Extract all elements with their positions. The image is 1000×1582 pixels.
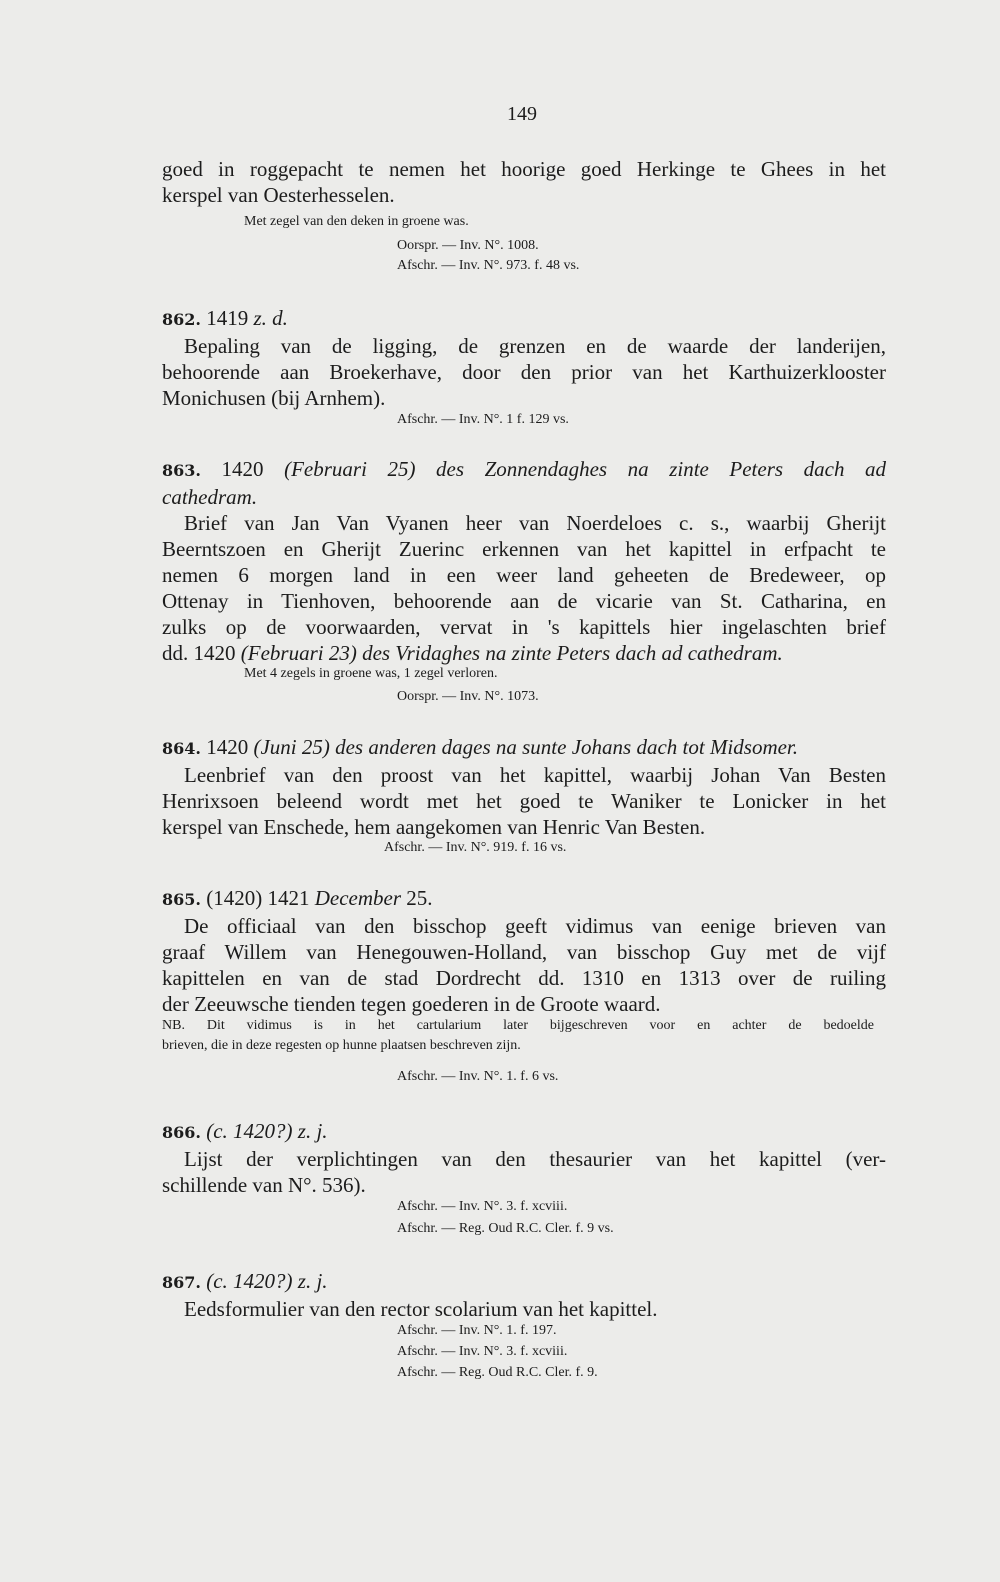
archive-ref: Oorspr. — Inv. N°. 1073. [397,689,539,704]
text-line: Monichusen (bij Arnhem). [162,386,386,410]
text-line: zulks op de voorwaarden, vervat in 's kapittels hier ingelaschten brief [162,615,886,639]
text-line: Lijst der verplichtingen van den thesaurier van het kapittel (ver- [184,1147,886,1171]
entry-date: 1419 [206,306,249,330]
archive-ref: Afschr. — Reg. Oud R.C. Cler. f. 9 vs. [397,1221,614,1236]
entry-number: 866. [162,1123,201,1142]
continuation-text [162,156,886,208]
archive-ref: Afschr. — Reg. Oud R.C. Cler. f. 9. [397,1365,598,1380]
nota-bene [162,1016,874,1056]
archive-ref: Afschr. — Inv. N°. 3. f. xcviii. [397,1344,568,1359]
archive-ref: Afschr. — Inv. N°. 1. f. 6 vs. [397,1069,559,1084]
text-line: Bepaling van de ligging, de grenzen en de waarde der landerijen, [184,334,886,358]
entry-date: 1420 [206,735,249,759]
entry-number: 863. [162,461,201,480]
text-line: dd. 1420 [162,641,236,665]
text-line: Eedsformulier van den rector scolarium van het kapittel. [184,1297,658,1321]
entry-date-qualifier: z. d. [253,306,288,330]
entry-date: (1420) 1421 [206,886,310,910]
entry-863 [162,456,886,666]
text-line: goed in roggepacht te nemen het hoorige goed Herkinge te Ghees in het [162,157,886,181]
entry-date-qualifier-cont: cathedram. [162,485,258,509]
nb-line: brieven, die in deze regesten op hunne plaatsen beschreven zijn. [162,1038,521,1053]
entry-date-qualifier: (Juni 25) des anderen dages na sunte Johans dach tot Midsomer. [253,735,799,759]
entry-date-qualifier: des Zonnendaghes na zinte Peters dach ad [436,457,886,481]
entry-864 [162,734,886,840]
entry-date-tail: 25. [406,886,433,910]
text-line: kapittelen en van de stad Dordrecht dd. 1310 en 1313 over de ruiling [162,966,886,990]
archive-ref: Afschr. — Inv. N°. 1. f. 197. [397,1323,557,1338]
text-line: graaf Willem van Henegouwen-Holland, van bisschop Guy met de vijf [162,940,886,964]
text-line: kerspel van Oesterhesselen. [162,183,395,207]
page-number: 149 [507,103,537,125]
text-line: Beerntszoen en Gherijt Zuerinc erkennen van het kapittel in erfpacht te [162,537,886,561]
entry-number: 864. [162,739,201,758]
seal-note: Met zegel van den deken in groene was. [244,214,469,229]
entry-866 [162,1118,886,1198]
entry-date: 1420 [221,457,264,481]
entry-number: 865. [162,890,201,909]
archive-ref: Oorspr. — Inv. N°. 1008. [397,238,539,253]
text-line: der Zeeuwsche tienden tegen goederen in de Groote waard. [162,992,661,1016]
text-line-italic: (Februari 23) des Vridaghes na zinte Peters dach ad cathedram. [240,641,783,665]
text-line: nemen 6 morgen land in een weer land geheeten de Bredeweer, op [162,563,886,587]
archive-ref: Afschr. — Inv. N°. 3. f. xcviii. [397,1199,568,1214]
text-line: Brief van Jan Van Vyanen heer van Noerdeloes c. s., waarbij Gherijt [184,511,886,535]
text-line: De officiaal van den bisschop geeft vidimus van eenige brieven van [184,914,886,938]
entry-867 [162,1268,886,1322]
text-line: Ottenay in Tienhoven, behoorende aan de vicarie van St. Catharina, en [162,589,886,613]
text-line: kerspel van Enschede, hem aangekomen van Henric Van Besten. [162,815,706,839]
entry-date-paren: (Februari 25) [284,457,416,481]
seal-note: Met 4 zegels in groene was, 1 zegel verloren. [244,666,498,681]
archive-ref: Afschr. — Inv. N°. 973. f. 48 vs. [397,258,580,273]
text-line: Henrixsoen beleend wordt met het goed te Waniker te Lonicker in het [162,789,886,813]
archive-ref: Afschr. — Inv. N°. 919. f. 16 vs. [384,840,567,855]
archive-ref: Afschr. — Inv. N°. 1 f. 129 vs. [397,412,569,427]
entry-date-qualifier: December [314,886,402,910]
entry-date-qualifier: (c. 1420?) z. j. [206,1269,328,1293]
entry-865 [162,885,886,1017]
nb-line: NB. Dit vidimus is in het cartularium later bijgeschreven voor en achter de bedoelde [162,1018,874,1033]
entry-date-qualifier: (c. 1420?) z. j. [206,1119,328,1143]
entry-number: 867. [162,1273,201,1292]
text-line: Leenbrief van den proost van het kapittel, waarbij Johan Van Besten [184,763,886,787]
entry-number: 862. [162,310,201,329]
text-line: behoorende aan Broekerhave, door den prior van het Karthuizerklooster [162,360,886,384]
text-line: schillende van N°. 536). [162,1173,366,1197]
entry-862 [162,305,886,411]
